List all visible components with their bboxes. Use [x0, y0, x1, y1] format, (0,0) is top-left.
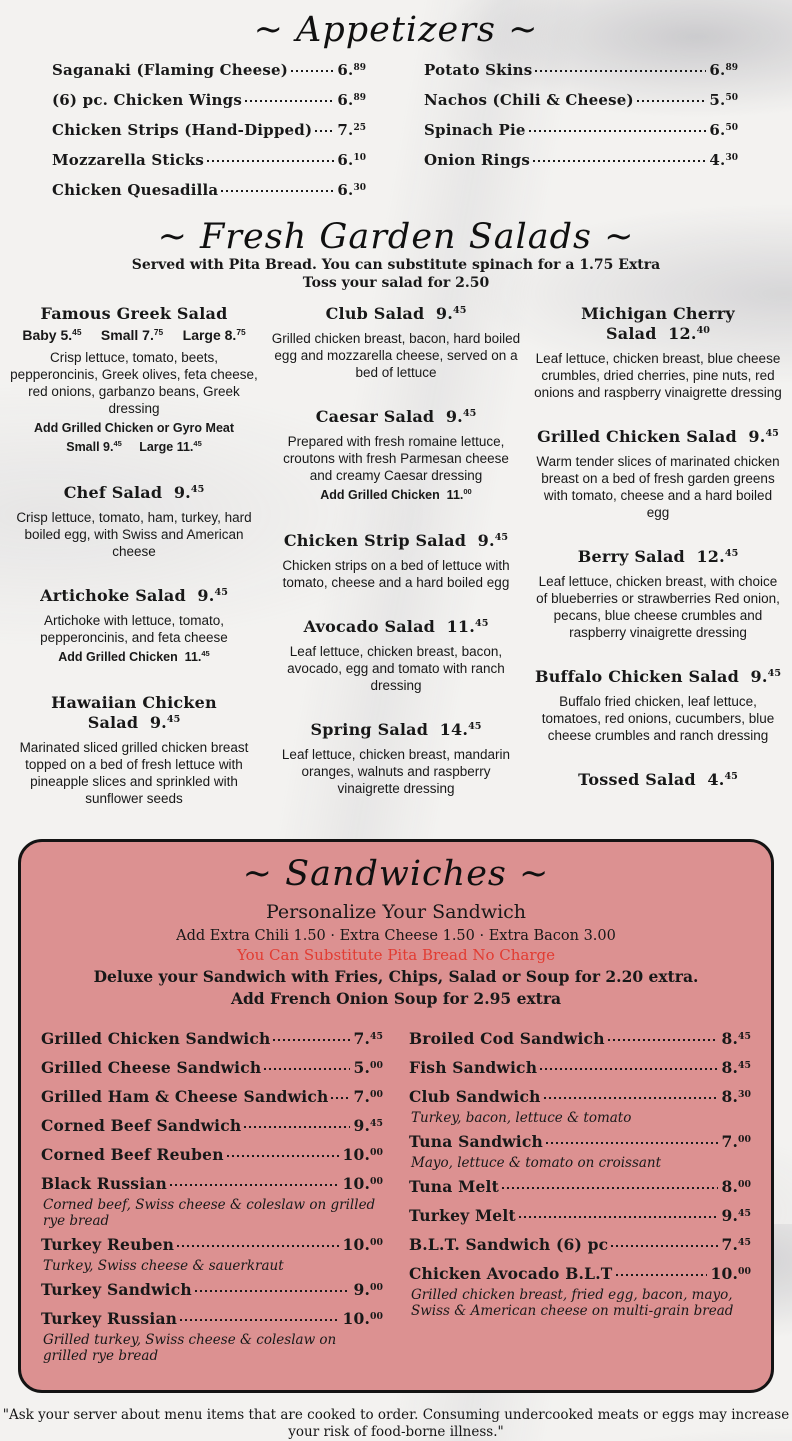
menu-item — [41, 1235, 383, 1274]
item-name: Spinach Pie — [424, 120, 526, 139]
item-description: Grilled chicken breast, fried egg, bacon, mayo, Swiss & American cheese on multi-grain bread — [411, 1287, 734, 1320]
salad-description: Chicken strips on a bed of lettuce with tomato, cheese and a hard boiled egg — [282, 557, 510, 590]
deluxe-line: Deluxe your Sandwich with Fries, Chips, Salad or Soup for 2.20 extra. — [93, 967, 699, 987]
menu-item — [41, 1029, 383, 1052]
item-name: Fish Sandwich — [409, 1058, 538, 1078]
salad-description: Artichoke with lettuce, tomato, pepperoncinis, and feta cheese — [40, 612, 228, 645]
item-name: (6) pc. Chicken Wings — [52, 90, 242, 109]
salads-title: ~ Fresh Garden Salads ~ — [157, 216, 635, 257]
salads-column-2 — [270, 304, 522, 833]
salad-item — [8, 483, 260, 560]
salad-item — [270, 720, 522, 797]
salad-item — [532, 427, 784, 521]
item-name: Tuna Sandwich — [409, 1132, 543, 1152]
item-name: Grilled Chicken Sandwich — [41, 1029, 271, 1049]
item-name: Club Sandwich — [409, 1087, 541, 1107]
salad-name: Buffalo Chicken Salad 9.45 — [534, 666, 782, 686]
salad-item — [270, 531, 522, 591]
menu-item — [424, 151, 738, 173]
sandwiches-right-column — [409, 1029, 751, 1370]
item-price: 6.30 — [337, 180, 366, 199]
item-name: Black Russian — [41, 1174, 168, 1194]
salad-price: 4.45 — [707, 769, 738, 789]
item-price: 6.89 — [337, 90, 366, 109]
item-description: Mayo, lettuce & tomato on croissant — [411, 1155, 662, 1172]
salad-description: Marinated sliced grilled chicken breast topped on a bed of fresh lettuce with pineapple slices and sprinkled with sunflower seeds — [19, 739, 249, 806]
salad-name: Avocado Salad 11.45 — [303, 616, 489, 636]
item-price: 7.45 — [721, 1235, 751, 1255]
item-name: Grilled Ham & Cheese Sandwich — [41, 1087, 329, 1107]
salad-name: Berry Salad 12.45 — [577, 546, 739, 566]
item-price: 8.45 — [721, 1029, 751, 1049]
menu-item — [41, 1116, 383, 1139]
item-price: 7.45 — [353, 1029, 383, 1049]
menu-item-row — [409, 1132, 751, 1155]
item-price: 9.00 — [353, 1280, 383, 1300]
menu-item-row — [52, 181, 366, 203]
salad-addon: Small 9.45 Large 11.45 — [66, 439, 202, 454]
menu-item — [409, 1058, 751, 1081]
menu-item-row — [41, 1174, 383, 1197]
menu-item-row — [41, 1145, 383, 1168]
salad-name: Spring Salad 14.45 — [310, 719, 482, 739]
salad-item — [270, 617, 522, 694]
item-name: Broiled Cod Sandwich — [409, 1029, 605, 1049]
appetizers-section — [0, 0, 792, 211]
salad-item — [8, 304, 260, 457]
salad-description: Warm tender slices of marinated chicken breast on a bed of fresh garden greens with tomato, cheese and a hard boiled egg — [536, 453, 780, 520]
salad-price: 9.45 — [750, 666, 782, 686]
salads-column-3 — [532, 304, 784, 833]
salads-section — [0, 211, 792, 833]
pita-substitute-line: You Can Substitute Pita Bread No Charge — [237, 946, 555, 965]
salad-item — [270, 304, 522, 381]
menu-item-row — [41, 1280, 383, 1303]
item-price: 10.00 — [342, 1235, 383, 1255]
item-name: Turkey Sandwich — [41, 1280, 192, 1300]
item-name: Saganaki (Flaming Cheese) — [52, 60, 289, 79]
menu-item — [41, 1145, 383, 1168]
menu-item-row — [41, 1029, 383, 1052]
menu-item-row — [41, 1116, 383, 1139]
menu-item-row — [409, 1058, 751, 1081]
salad-item — [532, 547, 784, 641]
salad-description: Buffalo fried chicken, leaf lettuce, tomatoes, red onions, cucumbers, blue cheese crumbles and ranch dressing — [541, 693, 775, 743]
salad-item — [8, 693, 260, 807]
menu-item — [52, 151, 366, 173]
menu-item — [41, 1280, 383, 1303]
menu-item — [409, 1132, 751, 1171]
menu-item — [52, 181, 366, 203]
sandwiches-columns — [39, 1029, 753, 1370]
salad-name: Michigan Cherry Salad 12.40 — [581, 303, 735, 343]
salad-name: Hawaiian Chicken Salad 9.45 — [51, 692, 217, 732]
menu-item — [41, 1087, 383, 1110]
salad-addon: Add Grilled Chicken or Gyro Meat — [33, 420, 235, 435]
salad-price: 9.45 — [173, 482, 205, 502]
item-price: 10.00 — [710, 1264, 751, 1284]
menu-item — [41, 1309, 383, 1364]
menu-item — [41, 1058, 383, 1081]
salad-item — [532, 770, 784, 793]
salad-name: Famous Greek Salad — [40, 303, 228, 323]
menu-item-row — [424, 151, 738, 173]
item-price: 10.00 — [342, 1174, 383, 1194]
item-name: Chicken Strips (Hand-Dipped) — [52, 120, 313, 139]
menu-item — [52, 91, 366, 113]
item-price: 8.00 — [721, 1177, 751, 1197]
menu-item-row — [52, 61, 366, 83]
salad-price: 9.45 — [477, 530, 509, 550]
menu-item — [409, 1029, 751, 1052]
personalize-heading: Personalize Your Sandwich — [265, 901, 527, 924]
item-name: Corned Beef Reuben — [41, 1145, 224, 1165]
salad-description: Leaf lettuce, chicken breast, with choice of blueberries or strawberries Red onion, pecans, blue cheese crumbles and raspberry vinaigrette dressing — [536, 573, 780, 640]
item-price: 6.50 — [709, 120, 738, 139]
salad-size-prices: Baby 5.45 Small 7.75 Large 8.75 — [22, 326, 246, 343]
salad-price: 9.45 — [748, 426, 779, 446]
item-price: 5.00 — [353, 1058, 383, 1078]
item-name: Potato Skins — [424, 60, 533, 79]
appetizers-title: ~ Appetizers ~ — [253, 10, 539, 50]
item-price: 9.45 — [721, 1206, 751, 1226]
salad-price: 14.45 — [439, 719, 482, 739]
menu-item-row — [409, 1264, 751, 1287]
salad-description: Leaf lettuce, chicken breast, blue cheese crumbles, dried cherries, pine nuts, red onions and raspberry vinaigrette dressing — [534, 350, 782, 400]
item-price: 10.00 — [342, 1145, 383, 1165]
appetizers-right-column — [424, 61, 738, 211]
item-name: Turkey Russian — [41, 1309, 178, 1329]
salad-description: Leaf lettuce, chicken breast, bacon, avocado, egg and tomato with ranch dressing — [287, 643, 505, 693]
menu-item — [52, 61, 366, 83]
item-name: Chicken Quesadilla — [52, 180, 219, 199]
salad-price: 12.40 — [668, 323, 710, 343]
salad-price: 9.45 — [197, 585, 228, 605]
menu-item-row — [41, 1235, 383, 1258]
salads-column-1 — [8, 304, 260, 833]
menu-item — [41, 1174, 383, 1229]
sandwiches-section — [18, 839, 774, 1394]
item-price: 8.30 — [721, 1087, 751, 1107]
salad-description: Crisp lettuce, tomato, ham, turkey, hard boiled egg, with Swiss and American cheese — [16, 509, 252, 559]
salad-addon: Add Grilled Chicken 11.00 — [320, 487, 472, 502]
menu-item — [409, 1235, 751, 1258]
item-price: 6.89 — [337, 60, 366, 79]
salad-price: 11.45 — [446, 616, 489, 636]
appetizers-columns — [0, 49, 792, 211]
menu-item-row — [41, 1058, 383, 1081]
sandwiches-title: ~ Sandwiches ~ — [242, 853, 550, 894]
item-price: 6.89 — [709, 60, 738, 79]
item-name: Nachos (Chili & Cheese) — [424, 90, 634, 109]
menu-item-row — [409, 1235, 751, 1258]
salad-description: Grilled chicken breast, bacon, hard boiled egg and mozzarella cheese, served on a bed of lettuce — [271, 330, 521, 380]
item-description: Turkey, bacon, lettuce & tomato — [411, 1110, 632, 1127]
menu-item-row — [409, 1087, 751, 1110]
menu-item-row — [52, 151, 366, 173]
menu-item-row — [52, 121, 366, 143]
menu-item-row — [424, 121, 738, 143]
salad-name: Grilled Chicken Salad 9.45 — [537, 426, 779, 446]
item-price: 10.00 — [342, 1309, 383, 1329]
item-name: Turkey Reuben — [41, 1235, 175, 1255]
salad-name: Artichoke Salad 9.45 — [40, 585, 228, 605]
salad-price: 12.45 — [696, 546, 739, 566]
salad-description: Prepared with fresh romaine lettuce, croutons with fresh Parmesan cheese and creamy Caesar dressing — [283, 433, 509, 483]
salad-name: Caesar Salad 9.45 — [315, 406, 477, 426]
item-description: Corned beef, Swiss cheese & coleslaw on grilled rye bread — [43, 1197, 376, 1230]
menu-item — [409, 1206, 751, 1229]
menu-item-row — [41, 1087, 383, 1110]
item-name: Tuna Melt — [409, 1177, 499, 1197]
salad-name: Tossed Salad 4.45 — [578, 769, 738, 789]
salad-price: 9.45 — [149, 712, 181, 732]
french-onion-soup-line: Add French Onion Soup for 2.95 extra — [230, 989, 562, 1009]
item-name: Turkey Melt — [409, 1206, 516, 1226]
menu-item-row — [424, 61, 738, 83]
sandwiches-left-column — [41, 1029, 383, 1370]
salad-addon: Add Grilled Chicken 11.45 — [58, 649, 210, 664]
menu-item-row — [424, 91, 738, 113]
menu-item — [52, 121, 366, 143]
menu-item — [424, 91, 738, 113]
salad-name: Club Salad 9.45 — [325, 303, 467, 323]
salad-item — [532, 304, 784, 401]
menu-item-row — [409, 1177, 751, 1200]
salads-note-toss: Toss your salad for 2.50 — [302, 274, 490, 291]
salad-price: 9.45 — [445, 406, 477, 426]
salad-name: Chicken Strip Salad 9.45 — [283, 530, 509, 550]
salad-item — [8, 586, 260, 667]
menu-item-row — [52, 91, 366, 113]
menu-item — [424, 61, 738, 83]
item-name: Corned Beef Sandwich — [41, 1116, 242, 1136]
salad-price: 9.45 — [435, 303, 467, 323]
menu-item-row — [41, 1309, 383, 1332]
item-description: Grilled turkey, Swiss cheese & coleslaw on grilled rye bread — [43, 1332, 337, 1365]
item-price: 7.00 — [353, 1087, 383, 1107]
item-name: Mozzarella Sticks — [52, 150, 204, 169]
salad-item — [532, 667, 784, 744]
item-name: Chicken Avocado B.L.T — [409, 1264, 613, 1284]
item-name: Grilled Cheese Sandwich — [41, 1058, 262, 1078]
salads-note-pita: Served with Pita Bread. You can substitute spinach for a 1.75 Extra — [131, 256, 661, 273]
item-price: 7.00 — [721, 1132, 751, 1152]
item-name: B.L.T. Sandwich (6) pc — [409, 1235, 609, 1255]
salad-description: Crisp lettuce, tomato, beets, pepperoncinis, Greek olives, feta cheese, red onions, garbanzo beans, Greek dressing — [10, 349, 258, 416]
item-price: 7.25 — [337, 120, 366, 139]
item-price: 6.10 — [337, 150, 366, 169]
item-description: Turkey, Swiss cheese & sauerkraut — [43, 1258, 284, 1275]
menu-item — [409, 1177, 751, 1200]
menu-item-row — [409, 1029, 751, 1052]
item-price: 8.45 — [721, 1058, 751, 1078]
menu-item-row — [409, 1206, 751, 1229]
menu-item — [409, 1264, 751, 1319]
sandwich-extras-line: Add Extra Chili 1.50 · Extra Cheese 1.50 · Extra Bacon 3.00 — [176, 928, 616, 945]
footer-disclaimer: "Ask your server about menu items that are cooked to order. Consuming undercooked meats or eggs may increase your risk of food-borne illness." — [2, 1407, 790, 1441]
salad-item — [270, 407, 522, 505]
item-name: Onion Rings — [424, 150, 531, 169]
appetizers-left-column — [52, 61, 366, 211]
salads-columns — [0, 292, 792, 833]
item-price: 5.50 — [709, 90, 738, 109]
salad-description: Leaf lettuce, chicken breast, mandarin oranges, walnuts and raspberry vinaigrette dressing — [281, 746, 511, 796]
menu-item — [409, 1087, 751, 1126]
salad-name: Chef Salad 9.45 — [63, 482, 205, 502]
item-price: 4.30 — [709, 150, 738, 169]
item-price: 9.45 — [353, 1116, 383, 1136]
menu-item — [424, 121, 738, 143]
